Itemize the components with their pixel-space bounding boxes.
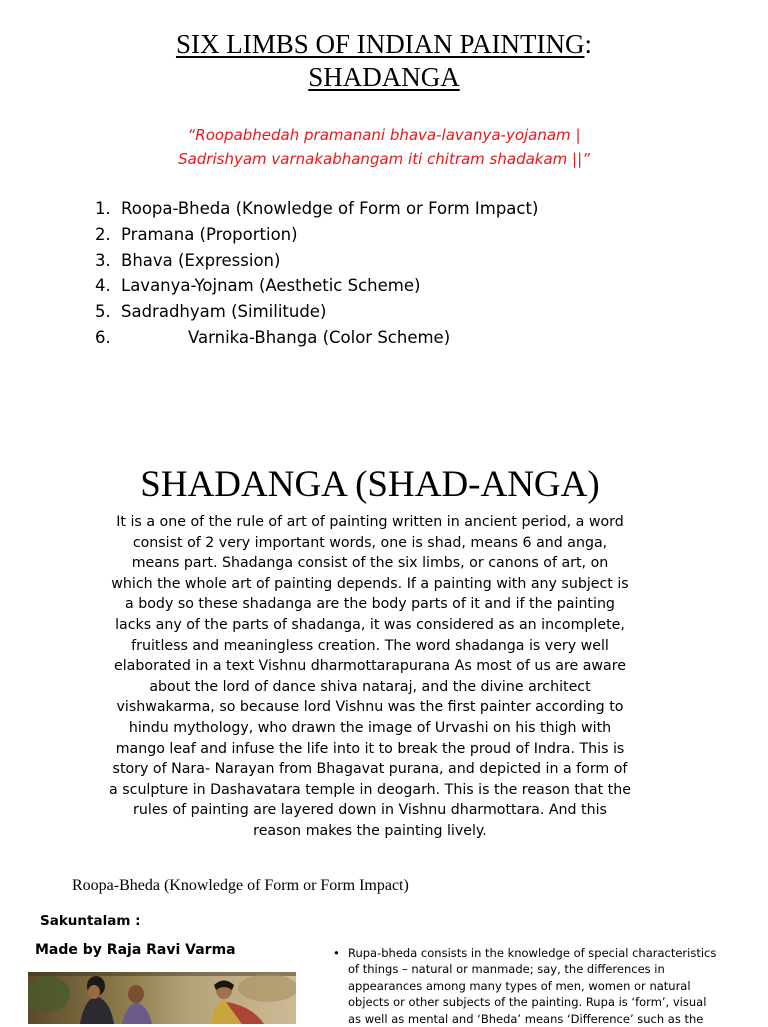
sub-heading: Roopa-Bheda (Knowledge of Form or Form Impact) xyxy=(72,877,409,894)
bullet-line: Rupa-bheda consists in the knowledge of special characteristics xyxy=(348,946,717,960)
rupa-bheda-bullets xyxy=(333,945,765,1027)
limb-item xyxy=(95,222,538,248)
paragraph-line: vishwakarma, so because lord Vishnu was the first painter according to xyxy=(116,699,624,716)
limb-text: Sadradhyam (Similitude) xyxy=(121,302,327,322)
bullet-text xyxy=(348,945,716,1027)
limb-text: Pramana (Proportion) xyxy=(121,224,298,244)
paragraph-line: a sculpture in Dashavatara temple in deogarh. This is the reason that the xyxy=(109,781,631,798)
paragraph-line: about the lord of dance shiva nataraj, and the divine architect xyxy=(149,678,591,695)
bullet-dot: • xyxy=(333,946,340,960)
painting-artist: Made by Raja Ravi Varma xyxy=(35,942,236,958)
body-paragraph xyxy=(70,512,670,842)
paragraph-line: means part. Shadanga consist of the six limbs, or canons of art, on xyxy=(131,555,609,572)
paragraph-line: which the whole art of painting depends. If a painting with any subject is xyxy=(111,575,629,592)
limb-text: Bhava (Expression) xyxy=(121,250,281,270)
limb-text: Lavanya-Yojnam (Aesthetic Scheme) xyxy=(121,276,421,296)
shloka-line-2: Sadrishyam varnakabhangam iti chitram shadakam ||” xyxy=(178,150,590,168)
limb-number: 6. xyxy=(95,327,111,347)
bullet-line: appearances among many types of men, women or natural xyxy=(348,978,691,993)
limb-item xyxy=(95,325,538,351)
paragraph-line: rules of painting are layered down in Vishnu dharmottara. And this xyxy=(133,802,607,819)
limb-text: Varnika-Bhanga (Color Scheme) xyxy=(188,327,451,347)
page-title xyxy=(0,28,768,94)
limb-item xyxy=(95,248,538,274)
sakuntalam-painting-image xyxy=(28,972,296,1024)
paragraph-line: mango leaf and infuse the life into it to break the proud of Indra. This is xyxy=(115,740,625,757)
limb-item xyxy=(95,299,538,325)
title-line-2: SHADANGA xyxy=(308,62,460,92)
limb-item xyxy=(95,196,538,222)
painting-artwork xyxy=(28,972,296,1024)
paragraph-line: hindu mythology, who drawn the image of Urvashi on his thigh with xyxy=(128,719,612,736)
limb-number: 5. xyxy=(95,302,111,322)
shloka-line-1: “Roopabhedah pramanani bhava-lavanya-yojanam | xyxy=(187,126,581,144)
painting-title: Sakuntalam : xyxy=(40,913,141,929)
limb-number: 3. xyxy=(95,250,111,270)
limb-text: Roopa-Bheda (Knowledge of Form or Form Impact) xyxy=(121,199,539,218)
title-colon: : xyxy=(584,29,593,59)
paragraph-line: reason makes the painting lively. xyxy=(253,822,487,839)
list-item xyxy=(333,945,765,1027)
paragraph-line: lacks any of the parts of shadanga, it was considered as an incomplete, xyxy=(115,616,625,633)
paragraph-line: story of Nara- Narayan from Bhagavat purana, and depicted in a form of xyxy=(112,761,628,778)
limb-number: 1. xyxy=(95,199,111,218)
paragraph-line: fruitless and meaningless creation. The word shadanga is very well xyxy=(131,637,609,654)
limb-item xyxy=(95,273,538,299)
paragraph-line: It is a one of the rule of art of painting written in ancient period, a word xyxy=(116,514,624,530)
bullet-line: of things – natural or manmade; say, the differences in xyxy=(348,962,665,977)
paragraph-line: elaborated in a text Vishnu dharmottarapurana As most of us are aware xyxy=(114,658,626,675)
bullet-line: as well as mental and ‘Bheda’ means ‘Difference’ such as the xyxy=(348,1011,704,1026)
section-heading: SHADANGA (SHAD-ANGA) xyxy=(140,464,600,505)
shloka-quote xyxy=(0,123,768,171)
bullet-line: objects or other subjects of the painting. Rupa is ‘form’, visual xyxy=(348,995,707,1010)
paragraph-line: consist of 2 very important words, one is shad, means 6 and anga, xyxy=(132,534,608,551)
limb-number: 2. xyxy=(95,224,111,244)
six-limbs-list xyxy=(95,196,538,351)
limb-number: 4. xyxy=(95,276,111,296)
title-line-1: SIX LIMBS OF INDIAN PAINTING xyxy=(175,29,585,59)
paragraph-line: a body so these shadanga are the body parts of it and if the painting xyxy=(125,596,615,613)
